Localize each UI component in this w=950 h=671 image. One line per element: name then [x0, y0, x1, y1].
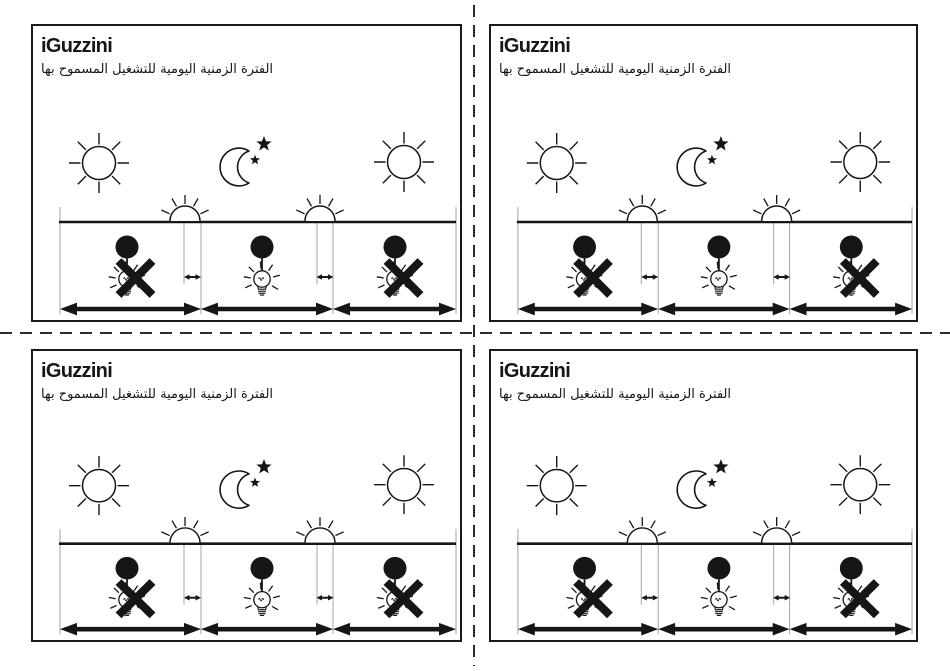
half-sun-horizon-icon	[161, 517, 208, 543]
period-span-arrow	[658, 303, 789, 316]
lighting-forbidden-unit	[566, 557, 609, 615]
caption-arabic: الفترة الزمنية اليومية للتشغيل المسموح بها	[499, 62, 732, 77]
half-sun-horizon-icon	[161, 195, 208, 221]
daily-period-diagram	[491, 26, 916, 320]
moon-stars-icon	[220, 459, 272, 508]
brand-logo: iGuzzini	[41, 35, 113, 57]
status-dot	[116, 236, 139, 259]
status-dot	[384, 236, 407, 259]
sun-day-icon	[69, 133, 129, 193]
daily-period-diagram	[491, 351, 916, 640]
period-span-arrow	[790, 623, 912, 636]
lighting-forbidden-unit	[566, 236, 609, 296]
lighting-allowed-unit	[701, 236, 737, 296]
lighting-forbidden-unit	[377, 236, 421, 296]
twilight-gap-arrow	[184, 274, 201, 280]
brand-logo: iGuzzini	[499, 35, 571, 57]
twilight-gap-arrow	[184, 595, 201, 601]
lighting-forbidden-unit	[109, 557, 153, 615]
sun-day-icon	[527, 133, 587, 193]
label-panel	[31, 24, 462, 322]
sun-day-icon	[830, 455, 890, 514]
status-dot	[384, 557, 407, 580]
period-span-arrow	[518, 303, 658, 316]
twilight-gap-arrow	[317, 595, 334, 601]
status-dot	[840, 236, 863, 259]
half-sun-horizon-icon	[753, 195, 800, 221]
moon-stars-icon	[677, 136, 728, 186]
daily-period-diagram	[33, 26, 460, 320]
caption-arabic: الفترة الزمنية اليومية للتشغيل المسموح بها	[41, 387, 274, 402]
moon-stars-icon	[220, 136, 272, 186]
status-dot	[116, 557, 139, 580]
period-span-arrow	[518, 623, 658, 636]
period-span-arrow	[658, 623, 789, 636]
moon-stars-icon	[677, 459, 728, 508]
twilight-gap-arrow	[773, 595, 790, 601]
label-panel	[489, 349, 918, 642]
brand-logo: iGuzzini	[499, 360, 571, 382]
label-panel	[489, 24, 918, 322]
period-span-arrow	[201, 303, 333, 316]
sun-day-icon	[374, 132, 434, 192]
sun-day-icon	[374, 455, 434, 514]
half-sun-horizon-icon	[753, 517, 800, 543]
period-span-arrow	[60, 623, 201, 636]
period-span-arrow	[201, 623, 333, 636]
half-sun-horizon-icon	[619, 517, 666, 543]
lighting-allowed-unit	[244, 236, 280, 296]
lighting-allowed-unit	[701, 557, 737, 615]
caption-arabic: الفترة الزمنية اليومية للتشغيل المسموح بها	[499, 387, 732, 402]
period-span-arrow	[333, 303, 456, 316]
period-span-arrow	[60, 303, 201, 316]
status-dot	[573, 236, 596, 259]
status-dot	[707, 557, 730, 580]
lighting-forbidden-unit	[377, 557, 421, 615]
lighting-forbidden-unit	[833, 557, 876, 615]
twilight-gap-arrow	[773, 274, 790, 280]
half-sun-horizon-icon	[296, 195, 343, 221]
twilight-gap-arrow	[641, 274, 658, 280]
period-span-arrow	[790, 303, 912, 316]
cut-line-horizontal	[0, 332, 950, 334]
twilight-gap-arrow	[641, 595, 658, 601]
cut-line-vertical	[473, 5, 475, 666]
sun-day-icon	[69, 456, 129, 515]
sun-day-icon	[830, 132, 890, 192]
lighting-forbidden-unit	[833, 236, 876, 296]
twilight-gap-arrow	[317, 274, 334, 280]
half-sun-horizon-icon	[296, 517, 343, 543]
lighting-forbidden-unit	[109, 236, 153, 296]
sun-day-icon	[527, 456, 587, 515]
lighting-allowed-unit	[244, 557, 280, 615]
status-dot	[840, 557, 863, 580]
status-dot	[573, 557, 596, 580]
half-sun-horizon-icon	[619, 195, 666, 221]
status-dot	[707, 236, 730, 259]
period-span-arrow	[333, 623, 456, 636]
status-dot	[251, 236, 274, 259]
daily-period-diagram	[33, 351, 460, 640]
brand-logo: iGuzzini	[41, 360, 113, 382]
caption-arabic: الفترة الزمنية اليومية للتشغيل المسموح بها	[41, 62, 274, 77]
status-dot	[251, 557, 274, 580]
label-panel	[31, 349, 462, 642]
